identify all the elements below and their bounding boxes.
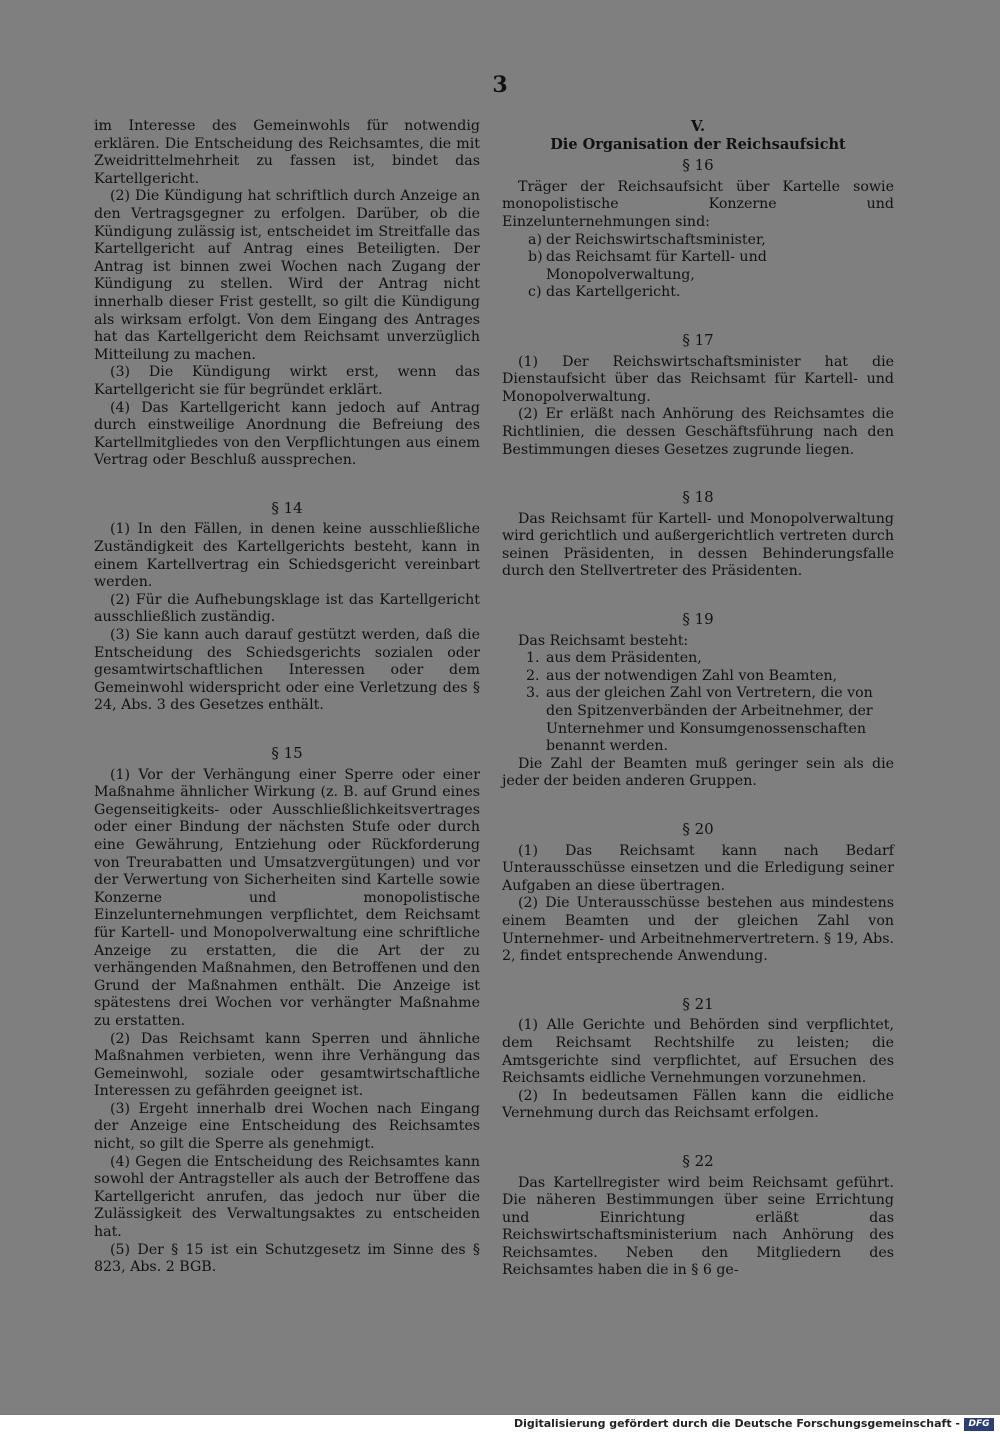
section-heading-19: § 19 (682, 610, 714, 629)
section-heading-21: § 21 (682, 994, 714, 1013)
section-heading-17: § 17 (682, 330, 714, 349)
funding-credit: Digitalisierung gefördert durch die Deutsche Forschungsgemeinschaft - (513, 1417, 960, 1430)
paragraph: (2) Für die Aufhebungsklage ist das Kartellgericht ausschließlich zuständig. (94, 591, 480, 626)
section-heading-18: § 18 (682, 488, 714, 507)
paragraph: im Interesse des Gemeinwohls für notwendig erklären. Die Entscheidung des Reichsamtes, die mit Zweidrittelmehrheit zu fassen ist, bindet das Kartellgericht. (94, 118, 480, 187)
list-item: 2. aus der notwendigen Zahl von Beamten, (526, 667, 838, 684)
paragraph: (1) Das Reichsamt kann nach Bedarf Unterausschüsse einsetzen und die Erledigung seiner Aufgaben an diese übertragen. (502, 842, 894, 894)
section-heading-14: § 14 (271, 498, 303, 517)
section-heading-22: § 22 (682, 1151, 714, 1170)
composition-list (502, 650, 894, 756)
paragraph: (3) Ergeht innerhalb drei Wochen nach Eingang der Anzeige eine Entscheidung des Reichsamtes nicht, so gilt die Sperre als genehmigt. (94, 1100, 480, 1153)
paragraph: (4) Gegen die Entscheidung des Reichsamtes kann sowohl der Antragsteller als auch der Betroffene das Kartellgericht anrufen, das jedoch nur über die Zulässigkeit des Verwaltungsaktes zu entscheiden hat. (94, 1153, 480, 1241)
page-number: 3 (492, 72, 508, 98)
paragraph: (1) In den Fällen, in denen keine ausschließliche Zuständigkeit des Kartellgerichts besteht, kann in einem Kartellvertrag ein Schiedsgericht vereinbart werden. (94, 521, 480, 591)
paragraph: (4) Das Kartellgericht kann jedoch auf Antrag durch einstweilige Anordnung die Befreiung des Kartellmitgliedes von den Verpflichtungen aus einem Vertrag oder Beschluß aussprechen. (94, 399, 480, 469)
chapter-title: Die Organisation der Reichsaufsicht (550, 135, 846, 153)
paragraph: Träger der Reichsaufsicht über Kartelle sowie monopolistische Konzerne und Einzelunternehmungen sind: (502, 178, 894, 230)
paragraph: (2) Die Kündigung hat schriftlich durch Anzeige an den Vertragsgegner zu erfolgen. Darüber, ob die Kündigung zulässig ist, entscheidet im Streitfalle das Kartellgericht auf Antrag eines Beteiligten. Der Antrag ist binnen zwei Wochen nach Zugang der Kündigung zu stellen. Wird der Antrag nicht innerhalb dieser Frist gestellt, so gilt die Kündigung als wirksam erfolgt. Von dem Eingang des Antrages hat das Kartellgericht dem Reichsamt unverzüglich Mitteilung zu machen. (94, 188, 480, 363)
paragraph: Das Reichsamt besteht: (518, 632, 689, 649)
paragraph: (1) Der Reichswirtschaftsminister hat die Dienstaufsicht über das Reichsamt für Kartell- und Monopolverwaltung. (502, 353, 894, 405)
list-item: a) der Reichswirtschaftsminister, (528, 231, 766, 248)
paragraph: (3) Die Kündigung wirkt erst, wenn das Kartellgericht sie für begründet erklärt. (94, 364, 480, 398)
paragraph: Das Kartellregister wird beim Reichsamt geführt. Die näheren Bestimmungen über seine Errichtung und Einrichtung erläßt das Reichswirtschaftsministerium nach Anhörung des Reichsamtes. Neben den Mitgliedern des Reichsamtes haben die in § 6 ge- (502, 1174, 894, 1279)
footer-bar (0, 1415, 1000, 1434)
paragraph: (2) Er erläßt nach Anhörung des Reichsamtes die Richtlinien, die dessen Geschäftsführung nach den Bestimmungen dieses Gesetzes zugrunde liegen. (502, 406, 894, 458)
list-item: 1. aus dem Präsidenten, (526, 650, 702, 667)
left-column (94, 118, 480, 1277)
dfg-logo: DFG (964, 1418, 994, 1431)
section-heading-15: § 15 (271, 744, 303, 762)
paragraph: (1) Alle Gerichte und Behörden sind verpflichtet, dem Reichsamt Rechtshilfe zu leisten; die Amtsgerichte sind verpflichtet, auf Ersuchen des Reichsamts eidliche Vernehmungen vorzunehmen. (502, 1017, 894, 1087)
authority-list (502, 232, 894, 302)
paragraph: Das Reichsamt für Kartell- und Monopolverwaltung wird gerichtlich und außergerichtlich vertreten durch seinen Präsidenten, in dessen Behinderungsfalle durch den Stellvertreter des Präsidenten. (502, 510, 894, 580)
section-heading-16: § 16 (682, 156, 714, 175)
list-item: c) das Kartellgericht. (528, 284, 681, 301)
paragraph: (3) Sie kann auch darauf gestützt werden, daß die Entscheidung des Schiedsgerichts sozialen oder gesamtwirtschaftlichen Interessen oder dem Gemeinwohl widerspricht oder eine Verletzung des § 24, Abs. 3 des Gesetzes enthält. (94, 627, 480, 714)
paragraph: (2) In bedeutsamen Fällen kann die eidliche Vernehmung durch das Reichsamt erfolgen. (502, 1087, 894, 1122)
list-item: 3. aus der gleichen Zahl von Vertretern, die von den Spitzenverbänden der Arbeitnehmer, der Unternehmer und Konsumgenossenschaften benannt werden. (526, 685, 873, 755)
chapter-number: V. (690, 117, 706, 135)
paragraph: (1) Vor der Verhängung einer Sperre oder einer Maßnahme ähnlicher Wirkung (z. B. auf Grund eines Gegenseitigkeits- oder Ausschließlichkeitsvertrages oder einer Bindung der nächsten Stufe oder durch eine Gewährung, Entziehung oder Rückforderung von Treurabatten und Umsatzvergütungen) und vor der Verwertung von Sicherheiten sind Kartelle sowie Konzerne und monopolistische Einzelunternehmungen verpflichtet, dem Reichsamt für Kartell- und Monopolverwaltung eine schriftliche Anzeige zu erstatten, die die Art der zu verhängenden Maßnahmen, den Betroffenen und den Grund der Maßnahmen enthält. Die Anzeige ist spätestens drei Wochen vor verhängter Maßnahme zu erstatten. (94, 766, 480, 1029)
list-item: b) das Reichsamt für Kartell- und Monopolverwaltung, (528, 249, 767, 283)
paragraph: (5) Der § 15 ist ein Schutzgesetz im Sinne des § 823, Abs. 2 BGB. (94, 1241, 480, 1276)
right-column (502, 118, 894, 1280)
paragraph: Die Zahl der Beamten muß geringer sein als die jeder der beiden anderen Gruppen. (502, 755, 894, 790)
paragraph: (2) Das Reichsamt kann Sperren und ähnliche Maßnahmen verbieten, wenn ihre Verhängung das Gemeinwohl, soziale oder gesamtwirtschaftliche Interessen zu gefährden geeignet ist. (94, 1030, 480, 1100)
paragraph: (2) Die Unterausschüsse bestehen aus mindestens einem Beamten und der gleichen Zahl von Unternehmer- und Arbeitnehmervertretern. § 19, Abs. 2, findet entsprechende Anwendung. (502, 895, 894, 965)
section-heading-20: § 20 (682, 820, 714, 838)
